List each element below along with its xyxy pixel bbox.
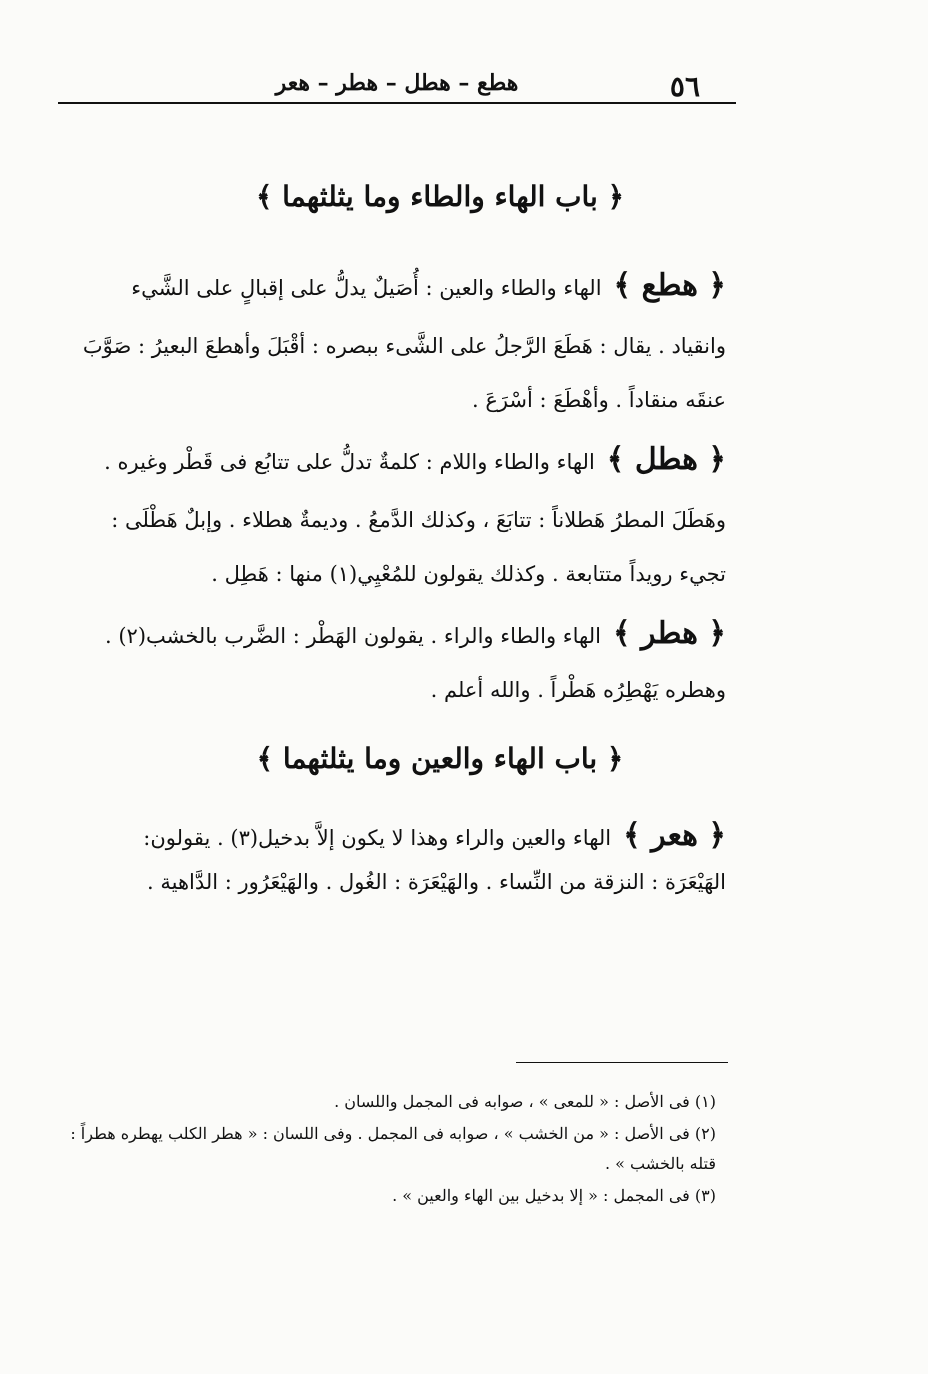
footnote-2-continued: قتله بالخشب » . bbox=[605, 1154, 716, 1173]
entry-line bbox=[105, 616, 726, 651]
footnote-3: (٣) فى المجمل : « إلا بدخيل بين الهاء والعين » . bbox=[392, 1186, 716, 1205]
entry-line bbox=[143, 818, 726, 853]
entry-line bbox=[104, 442, 726, 477]
chapter-heading-ha-ain: ﴿ باب الهاء والعين وما يثلثهما ﴾ bbox=[256, 742, 624, 775]
entry-text: الهاء والطاء واللام : كلمةٌ تدلُّ على تتابُع فى قَطْر وغيره . bbox=[104, 450, 595, 474]
footnote-2: (٢) فى الأصل : « من الخشب » ، صوابه فى المجمل . وفى اللسان : « هطر الكلب يهطره هطراً : bbox=[70, 1124, 716, 1143]
entry-line: وانقياد . يقال : هَطَعَ الرَّجلُ على الشَّىء ببصره : أقْبَلَ وأهطعَ البعيرُ : صَوَّبَ bbox=[82, 334, 726, 358]
entry-headword: ﴿ هطل ﴾ bbox=[606, 442, 726, 477]
entry-headword: ﴿ هطع ﴾ bbox=[613, 268, 726, 303]
entry-line: تجيء رويداً متتابعة . وكذلك يقولون للمُعْيِي(١) منها : هَطِل . bbox=[211, 562, 726, 586]
entry-text: الهاء والعين والراء وهذا لا يكون إلاَّ بدخيل(٣) . يقولون: bbox=[143, 826, 612, 850]
entry-hatara bbox=[54, 610, 726, 720]
entry-hatala bbox=[54, 436, 726, 596]
footnote-rule bbox=[516, 1062, 728, 1063]
chapter-heading-ha-ta: ﴿ باب الهاء والطاء وما يثلثهما ﴾ bbox=[255, 180, 625, 213]
running-header bbox=[58, 66, 736, 106]
entry-headword: ﴿ هطر ﴾ bbox=[612, 616, 726, 651]
entry-text: الهاء والطاء والعين : أُصَيلٌ يدلُّ على إقبالٍ على الشَّيء bbox=[131, 276, 602, 300]
footnotes bbox=[52, 1092, 716, 1222]
entry-headword: ﴿ هعر ﴾ bbox=[623, 818, 726, 853]
running-title: هطع – هطل – هطر – هعر bbox=[275, 70, 519, 96]
entry-line bbox=[131, 268, 726, 303]
footnote-1: (١) فى الأصل : « للمعى » ، صوابه فى المجمل واللسان . bbox=[334, 1092, 716, 1111]
header-rule bbox=[58, 102, 736, 104]
entry-line: وهطره يَهْطِرُه هَطْراً . والله أعلم . bbox=[430, 678, 726, 702]
entry-hatta bbox=[54, 262, 726, 422]
entry-haara bbox=[54, 812, 726, 912]
entry-text: الهاء والطاء والراء . يقولون الهَطْر : الضَّرب بالخشب(٢) . bbox=[105, 624, 601, 648]
entry-line: الهَيْعَرَة : النزقة من النِّساء . والهَيْعَرَة : الغُول . والهَيْعَرُور : الدَّاهية . bbox=[147, 870, 726, 894]
entry-line: عنقَه منقاداً . وأهْطَعَ : أسْرَعَ . bbox=[471, 388, 726, 412]
page-number: ٥٦ bbox=[669, 70, 700, 103]
entry-line: وهَطَلَ المطرُ هَطلاناً : تتابَعَ ، وكذلك الدَّمعُ . وديمةٌ هطلاء . وإبلٌ هَطْلَى : bbox=[111, 508, 726, 532]
